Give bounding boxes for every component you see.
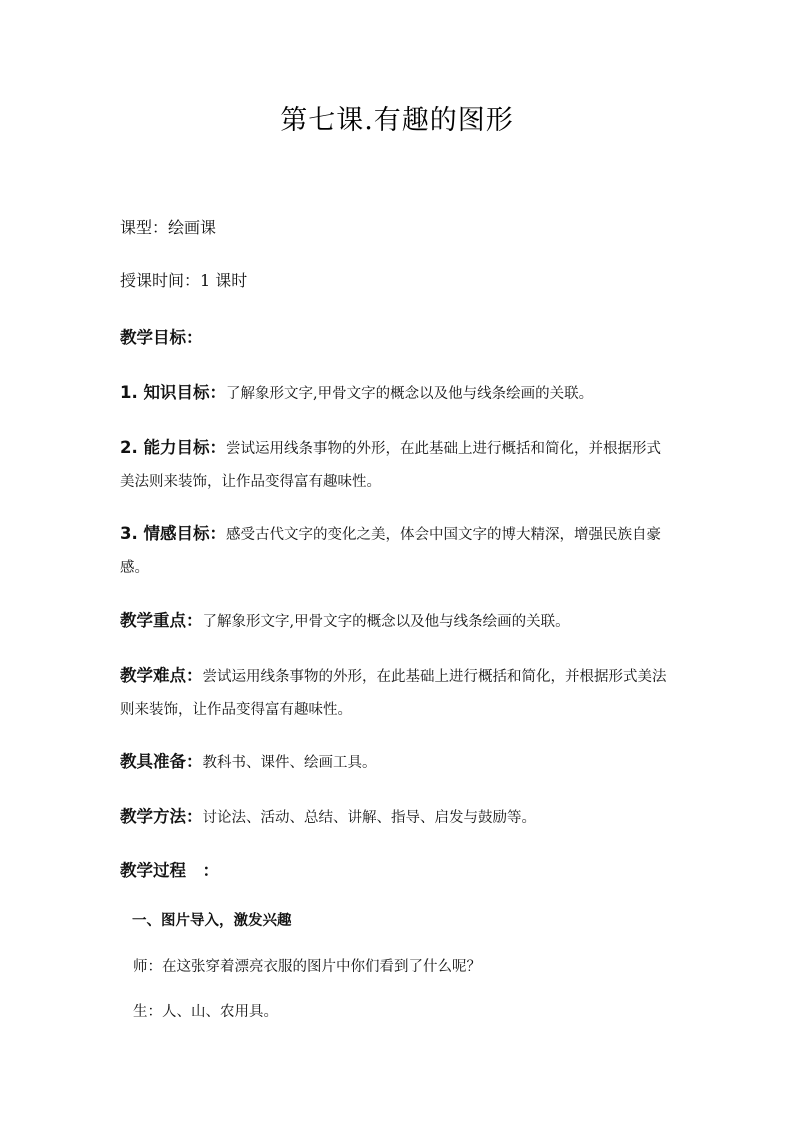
key-point-label: 教学重点： [120,611,203,630]
key-point-text: 了解象形文字,甲骨文字的概念以及他与线条绘画的关联。 [202,614,570,630]
objective-1 [120,381,680,406]
difficult-point-label: 教学难点： [120,666,203,685]
tools-label: 教具准备： [120,752,203,771]
methods [120,805,680,830]
difficult-point [120,664,680,689]
teacher-line: 师：在这张穿着漂亮衣服的图片中你们看到了什么呢？ [133,959,481,975]
tools-text: 教科书、课件、绘画工具。 [202,755,377,771]
lesson-type: 课型：绘画课 [120,218,217,237]
objective-2-text-cont: 美法则来装饰，让作品变得富有趣味性。 [120,474,381,490]
objective-2-label: 2. 能力目标： [120,438,226,457]
difficult-point-text: 尝试运用线条事物的外形，在此基础上进行概括和简化，并根据形式美法 [202,669,667,685]
tools [120,750,680,775]
objective-3-text: 感受古代文字的变化之美，体会中国文字的博大精深，增强民族自豪 [226,527,661,543]
difficult-point-text-cont: 则来装饰，让作品变得富有趣味性。 [120,702,352,718]
objective-2-text: 尝试运用线条事物的外形，在此基础上进行概括和简化，并根据形式 [226,441,661,457]
lesson-time: 授课时间：1 课时 [120,271,248,290]
objective-2 [120,436,680,461]
section-1-heading: 一、图片导入，激发兴趣 [132,913,292,929]
objective-3-text-cont: 感。 [120,560,149,576]
objective-3 [120,522,680,547]
objectives-heading: 教学目标： [120,328,203,347]
methods-label: 教学方法： [120,807,203,826]
objective-3-label: 3. 情感目标： [120,524,226,543]
process-heading: 教学过程 ： [120,861,219,880]
objective-1-text: 了解象形文字,甲骨文字的概念以及他与线条绘画的关联。 [226,386,594,402]
key-point [120,609,680,634]
methods-text: 讨论法、活动、总结、讲解、指导、启发与鼓励等。 [202,810,536,826]
page-title: 第七课.有趣的图形 [280,105,514,136]
objective-1-label: 1. 知识目标： [120,383,226,402]
student-line: 生：人、山、农用具。 [133,1004,278,1020]
